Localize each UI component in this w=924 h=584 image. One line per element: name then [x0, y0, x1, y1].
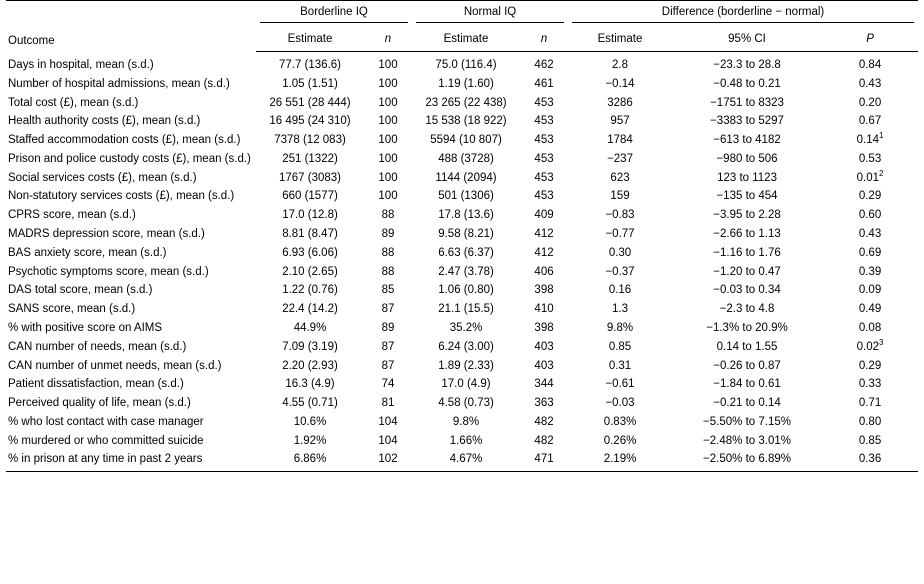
cell-outcome: Staffed accommodation costs (£), mean (s.d.) — [8, 134, 241, 147]
cell-outcome: Non-statutory services costs (£), mean (s.d.) — [8, 190, 235, 203]
cell-confidence-interval: −1.3% to 20.9% — [706, 321, 788, 334]
cell-borderline-estimate: 6.86% — [256, 450, 364, 472]
cell-outcome: Days in hospital, mean (s.d.) — [8, 59, 154, 71]
cell-confidence-interval: −980 to 506 — [716, 152, 778, 165]
cell-normal-n: 461 — [534, 77, 554, 90]
cell-confidence-interval: 0.14 to 1.55 — [716, 340, 778, 353]
cell-confidence-interval: −2.50% to 6.89% — [672, 450, 822, 472]
cell-confidence-interval: −0.26 to 0.87 — [713, 359, 781, 372]
cell-p-value: 0.09 — [858, 284, 882, 297]
column-group-difference — [568, 1, 918, 29]
cell-confidence-interval: −0.03 to 0.34 — [713, 284, 781, 297]
cell-difference-estimate: 2.19% — [568, 450, 672, 472]
cell-outcome: SANS score, mean (s.d.) — [8, 303, 136, 316]
cell-confidence-interval: −3383 to 5297 — [710, 115, 784, 128]
cell-normal-n: 471 — [520, 450, 568, 472]
cell-normal-estimate: 1.19 (1.60) — [438, 77, 494, 90]
cell-confidence-interval: −1.84 to 0.61 — [713, 378, 781, 391]
table-row — [6, 431, 918, 450]
cell-normal-estimate: 4.58 (0.73) — [438, 397, 494, 410]
cell-normal-n: 453 — [534, 96, 554, 109]
cell-difference-estimate: 0.83% — [603, 415, 637, 428]
cell-normal-n: 412 — [534, 246, 554, 259]
cell-p-value: 0.85 — [858, 434, 882, 447]
cell-p-value: 0.43 — [858, 228, 882, 241]
column-header-normal-n: n — [520, 28, 568, 52]
cell-normal-n: 453 — [534, 115, 554, 128]
cell-outcome: Health authority costs (£), mean (s.d.) — [8, 115, 201, 128]
cell-confidence-interval: −0.21 to 0.14 — [713, 397, 781, 410]
cell-borderline-n: 87 — [381, 359, 395, 372]
table-row — [6, 262, 918, 281]
cell-p-value: 0.36 — [822, 450, 918, 472]
column-group-normal-iq-label: Normal IQ — [416, 6, 564, 23]
cell-outcome: BAS anxiety score, mean (s.d.) — [8, 246, 167, 259]
column-header-borderline-estimate: Estimate — [256, 28, 364, 52]
cell-borderline-estimate: 2.20 (2.93) — [282, 359, 338, 372]
cell-normal-n: 482 — [534, 415, 554, 428]
cell-normal-estimate: 6.63 (6.37) — [438, 246, 494, 259]
cell-p-value: 0.60 — [858, 209, 882, 222]
cell-normal-estimate: 17.0 (4.9) — [441, 378, 491, 391]
table-row — [6, 187, 918, 206]
header-group-row — [6, 1, 918, 29]
cell-borderline-n: 100 — [378, 171, 398, 184]
cell-difference-estimate: −0.14 — [605, 77, 635, 90]
cell-confidence-interval: −23.3 to 28.8 — [713, 59, 781, 71]
cell-confidence-interval: −5.50% to 7.15% — [703, 415, 791, 428]
cell-borderline-n: 81 — [381, 397, 395, 410]
cell-confidence-interval: −613 to 4182 — [713, 134, 781, 147]
cell-difference-estimate: −0.03 — [605, 397, 635, 410]
cell-normal-n: 363 — [534, 397, 554, 410]
cell-normal-n: 398 — [534, 321, 554, 334]
cell-outcome: CAN number of needs, mean (s.d.) — [8, 340, 187, 353]
column-header-normal-estimate: Estimate — [412, 28, 520, 52]
footnote-marker: 3 — [879, 337, 884, 347]
cell-borderline-estimate: 6.93 (6.06) — [282, 246, 338, 259]
cell-p-value: 0.71 — [858, 397, 882, 410]
table-row — [6, 281, 918, 300]
table-row — [6, 450, 918, 472]
cell-outcome: DAS total score, mean (s.d.) — [8, 284, 153, 297]
cell-outcome: Number of hospital admissions, mean (s.d.) — [8, 77, 230, 90]
table-row — [6, 319, 918, 338]
cell-confidence-interval: −1751 to 8323 — [710, 96, 784, 109]
cell-outcome: Prison and police custody costs (£), mean (s.d.) — [8, 152, 251, 165]
cell-borderline-n: 88 — [381, 265, 395, 278]
cell-difference-estimate: −0.77 — [605, 228, 635, 241]
cell-borderline-estimate: 16 495 (24 310) — [269, 115, 351, 128]
cell-borderline-estimate: 77.7 (136.6) — [278, 59, 341, 71]
cell-normal-estimate: 488 (3728) — [438, 152, 494, 165]
cell-borderline-n: 100 — [378, 96, 398, 109]
cell-p-value: 0.29 — [858, 190, 882, 203]
cell-difference-estimate: 159 — [610, 190, 630, 203]
cell-p-value: 0.43 — [858, 77, 882, 90]
cell-confidence-interval: −1.20 to 0.47 — [713, 265, 781, 278]
cell-borderline-estimate: 10.6% — [293, 415, 327, 428]
column-header-confidence-interval: 95% CI — [672, 28, 822, 52]
cell-difference-estimate: 0.16 — [608, 284, 632, 297]
cell-borderline-n: 88 — [381, 209, 395, 222]
cell-normal-estimate: 6.24 (3.00) — [438, 340, 494, 353]
table-row — [6, 300, 918, 319]
table-row — [6, 356, 918, 375]
cell-normal-n: 403 — [534, 359, 554, 372]
cell-normal-n: 410 — [534, 303, 554, 316]
footnote-marker: 2 — [879, 168, 884, 178]
cell-p-value: 0.49 — [858, 303, 882, 316]
cell-normal-n: 398 — [534, 284, 554, 297]
cell-normal-estimate: 1.66% — [449, 434, 483, 447]
cell-p-value: 0.33 — [858, 378, 882, 391]
cell-normal-estimate: 23 265 (22 438) — [425, 96, 507, 109]
cell-difference-estimate: 1784 — [607, 134, 633, 147]
cell-normal-n: 453 — [534, 190, 554, 203]
cell-borderline-n: 104 — [378, 434, 398, 447]
cell-p-value: 0.84 — [858, 59, 882, 71]
column-group-difference-label: Difference (borderline − normal) — [572, 6, 914, 23]
table-row — [6, 337, 918, 356]
cell-normal-estimate: 35.2% — [449, 321, 483, 334]
cell-normal-estimate: 4.67% — [412, 450, 520, 472]
cell-borderline-estimate: 1767 (3083) — [278, 171, 342, 184]
table-row — [6, 168, 918, 187]
column-header-outcome: Outcome — [6, 1, 256, 52]
cell-outcome: Patient dissatisfaction, mean (s.d.) — [8, 378, 184, 391]
footnote-marker: 1 — [879, 131, 884, 141]
cell-normal-estimate: 1.06 (0.80) — [438, 284, 494, 297]
cell-difference-estimate: 0.30 — [608, 246, 632, 259]
cell-normal-n: 403 — [534, 340, 554, 353]
cell-confidence-interval: −3.95 to 2.28 — [713, 209, 781, 222]
cell-normal-n: 412 — [534, 228, 554, 241]
cell-normal-estimate: 9.58 (8.21) — [438, 228, 494, 241]
cell-borderline-estimate: 26 551 (28 444) — [269, 96, 351, 109]
cell-p-value: 0.69 — [858, 246, 882, 259]
cell-confidence-interval: −0.48 to 0.21 — [713, 77, 781, 90]
column-header-borderline-n: n — [364, 28, 412, 52]
cell-normal-estimate: 15 538 (18 922) — [425, 115, 507, 128]
cell-normal-n: 406 — [534, 265, 554, 278]
column-group-borderline-iq — [256, 1, 412, 29]
cell-difference-estimate: 0.31 — [608, 359, 632, 372]
cell-normal-n: 344 — [534, 378, 554, 391]
table-row — [6, 52, 918, 75]
cell-p-value: 0.80 — [858, 415, 882, 428]
cell-outcome: CPRS score, mean (s.d.) — [8, 209, 136, 222]
cell-borderline-estimate: 44.9% — [293, 321, 327, 334]
cell-difference-estimate: −0.83 — [605, 209, 635, 222]
cell-difference-estimate: −237 — [607, 152, 633, 165]
cell-outcome: Perceived quality of life, mean (s.d.) — [8, 397, 191, 410]
cell-p-value: 0.14$^1$ — [856, 131, 884, 147]
outcomes-table — [6, 0, 918, 472]
cell-borderline-n: 100 — [378, 190, 398, 203]
cell-borderline-n: 104 — [378, 415, 398, 428]
cell-confidence-interval: −2.66 to 1.13 — [713, 228, 781, 241]
cell-outcome: CAN number of unmet needs, mean (s.d.) — [8, 359, 222, 372]
cell-borderline-estimate: 660 (1577) — [282, 190, 338, 203]
table-row — [6, 225, 918, 244]
cell-confidence-interval: −2.3 to 4.8 — [719, 303, 775, 316]
cell-difference-estimate: 1.3 — [612, 303, 629, 316]
cell-outcome: % in prison at any time in past 2 years — [6, 450, 256, 472]
table-header — [6, 1, 918, 52]
cell-difference-estimate: 2.8 — [612, 59, 629, 71]
table-row — [6, 206, 918, 225]
cell-borderline-estimate: 7.09 (3.19) — [282, 340, 338, 353]
cell-outcome: MADRS depression score, mean (s.d.) — [8, 228, 205, 241]
cell-p-value: 0.29 — [858, 359, 882, 372]
cell-difference-estimate: 3286 — [607, 96, 633, 109]
table-body — [6, 52, 918, 472]
table-row — [6, 412, 918, 431]
column-header-difference-estimate: Estimate — [568, 28, 672, 52]
table-row — [6, 243, 918, 262]
cell-normal-n: 462 — [534, 59, 554, 71]
table-row — [6, 74, 918, 93]
cell-borderline-estimate: 1.22 (0.76) — [282, 284, 338, 297]
cell-outcome: Psychotic symptoms score, mean (s.d.) — [8, 265, 209, 278]
cell-borderline-estimate: 16.3 (4.9) — [285, 378, 335, 391]
cell-borderline-estimate: 2.10 (2.65) — [282, 265, 338, 278]
cell-normal-estimate: 1144 (2094) — [435, 171, 497, 184]
cell-borderline-estimate: 1.05 (1.51) — [282, 77, 338, 90]
cell-p-value: 0.53 — [858, 152, 882, 165]
cell-difference-estimate: 957 — [610, 115, 630, 128]
cell-outcome: Total cost (£), mean (s.d.) — [8, 96, 139, 109]
cell-borderline-n: 88 — [381, 246, 395, 259]
cell-borderline-estimate: 8.81 (8.47) — [282, 228, 338, 241]
cell-borderline-estimate: 251 (1322) — [282, 152, 338, 165]
cell-normal-estimate: 1.89 (2.33) — [438, 359, 494, 372]
cell-normal-n: 453 — [534, 171, 554, 184]
cell-borderline-n: 100 — [378, 134, 398, 147]
cell-borderline-n: 100 — [378, 115, 398, 128]
cell-borderline-n: 85 — [381, 284, 395, 297]
cell-borderline-n: 89 — [381, 228, 395, 241]
cell-outcome: % murdered or who committed suicide — [8, 434, 204, 447]
cell-borderline-n: 102 — [364, 450, 412, 472]
cell-borderline-n: 100 — [378, 77, 398, 90]
table-row — [6, 150, 918, 169]
cell-normal-estimate: 2.47 (3.78) — [438, 265, 494, 278]
cell-difference-estimate: −0.61 — [605, 378, 635, 391]
cell-difference-estimate: −0.37 — [605, 265, 635, 278]
cell-p-value: 0.67 — [858, 115, 882, 128]
cell-normal-estimate: 17.8 (13.6) — [438, 209, 494, 222]
cell-borderline-estimate: 17.0 (12.8) — [282, 209, 338, 222]
cell-normal-estimate: 9.8% — [452, 415, 480, 428]
cell-borderline-n: 100 — [378, 152, 398, 165]
cell-normal-n: 482 — [534, 434, 554, 447]
cell-p-value: 0.01$^2$ — [856, 168, 884, 184]
column-group-borderline-iq-label: Borderline IQ — [260, 6, 408, 23]
cell-p-value: 0.39 — [858, 265, 882, 278]
cell-confidence-interval: −135 to 454 — [716, 190, 778, 203]
cell-p-value: 0.08 — [858, 321, 882, 334]
cell-confidence-interval: −2.48% to 3.01% — [703, 434, 791, 447]
cell-normal-n: 453 — [534, 152, 554, 165]
table-row — [6, 375, 918, 394]
cell-normal-estimate: 501 (1306) — [438, 190, 494, 203]
table-row — [6, 112, 918, 131]
cell-borderline-estimate: 1.92% — [293, 434, 327, 447]
cell-borderline-estimate: 7378 (12 083) — [274, 134, 346, 147]
table-row — [6, 394, 918, 413]
cell-p-value: 0.20 — [858, 96, 882, 109]
cell-borderline-n: 100 — [378, 59, 398, 71]
cell-borderline-n: 87 — [381, 340, 395, 353]
column-group-normal-iq — [412, 1, 568, 29]
column-header-p-value: P — [822, 28, 918, 52]
cell-normal-estimate: 21.1 (15.5) — [438, 303, 494, 316]
cell-borderline-estimate: 22.4 (14.2) — [282, 303, 338, 316]
cell-normal-n: 409 — [534, 209, 554, 222]
cell-normal-estimate: 5594 (10 807) — [430, 134, 502, 147]
table-row — [6, 93, 918, 112]
cell-outcome: % who lost contact with case manager — [8, 415, 204, 428]
cell-difference-estimate: 0.85 — [608, 340, 632, 353]
cell-p-value: 0.02$^3$ — [856, 337, 884, 353]
cell-outcome: Social services costs (£), mean (s.d.) — [8, 171, 197, 184]
cell-confidence-interval: −1.16 to 1.76 — [713, 246, 781, 259]
cell-difference-estimate: 0.26% — [603, 434, 637, 447]
cell-normal-n: 453 — [534, 134, 554, 147]
table-row — [6, 131, 918, 150]
cell-confidence-interval: 123 to 1123 — [717, 171, 777, 184]
cell-difference-estimate: 9.8% — [606, 321, 634, 334]
cell-borderline-n: 87 — [381, 303, 395, 316]
cell-outcome: % with positive score on AIMS — [8, 321, 163, 334]
cell-difference-estimate: 623 — [610, 171, 630, 184]
cell-borderline-n: 74 — [381, 378, 395, 391]
cell-borderline-estimate: 4.55 (0.71) — [282, 397, 338, 410]
cell-borderline-n: 89 — [381, 321, 395, 334]
cell-normal-estimate: 75.0 (116.4) — [435, 59, 497, 71]
